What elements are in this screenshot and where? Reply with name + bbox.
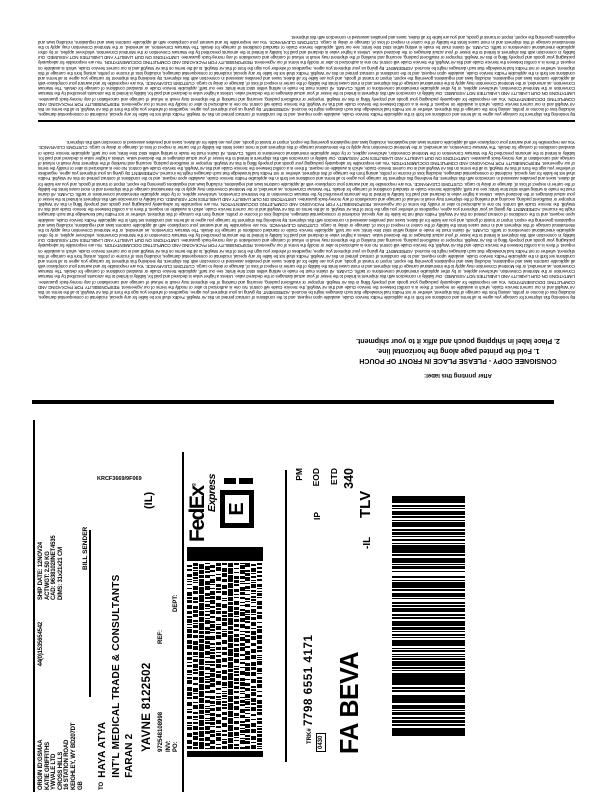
sender-country: GB	[77, 781, 84, 790]
terms-section-divider	[38, 120, 575, 122]
express-wordmark: Express	[206, 473, 218, 512]
fedex-wordmark: FedEx	[186, 486, 209, 542]
recipient-city-postcode: YAVNE 8122502	[141, 662, 153, 752]
header-separator-line	[89, 530, 91, 697]
shipment-info-block	[38, 535, 64, 600]
sender-address-block	[38, 608, 84, 790]
horizontal-fold-line	[32, 400, 554, 404]
sender-company: YWVALE LTD	[51, 753, 58, 790]
origin-phone: 44(0)1535654542	[38, 622, 44, 667]
sort-code: FA BEVA	[334, 651, 364, 754]
dimensions: DIMS: 31x21x21 CM	[57, 547, 64, 600]
terms-section-2: By tendering this shipment for carriage you agree to all terms and conditions set forth in the applicable FedEx Service Guide, available upon request, and to the conditions of contract printed on this Air Waybill. FedEx shall not be liable for any special, incidental or consequential damages, including loss of income or profits, arising from the carriage of this shipment, whether or not FedEx had knowledge that such damages might be incurred. AGREEMENT. By giving us your shipment you agree, regardless of whether you sign the front of this Air Waybill, to all the terms on this Air Waybill and in our current Service Guide, which is available on request. If there is a conflict between the Service Guide and this Air Waybill, the Service Guide will control. No one is authorized to alter or modify the terms of our Agreement. RESPONSIBILITY FOR PACKAGING AND COMPLETING DOCUMENTATION. You are responsible for adequately packaging your goods and properly filling in this Air Waybill. Improper or insufficient packing, securing and marking of the shipment may result in refusal of carriage and cancellation of any money-back guarantee. LIMITATIONS ON OUR LIABILITY AND LIABILITIES NOT ASSUMED. Our liability in connection with this shipment is limited to the lesser of your actual damages or the declared value. Unless a higher value is declared and paid for, liability is limited to the amounts prescribed by the Warsaw Convention or the Montreal Convention, whichever applies, or by other applicable international conventions or tariffs. CLAIMS. All claims must be made in writing within strict time limits; see our tariff, applicable Service Guide or standard conditions of carriage for details. The Warsaw Convention, as amended, or the Montreal Convention may apply to the international carriage of this shipment and in most cases limits the liability of the carrier in respect of loss of, damage or delay to cargo. CUSTOMS CLEARANCE. You are responsible for and warrant your compliance with all applicable customs laws and regulations, including laws and regulations governing the export, import or transit of goods, and you are liable for all duties, taxes and penalties assessed in connection with this shipment. By tendering this shipment for carriage you agree to all terms and conditions set forth in the applicable FedEx Service Guide, available upon request, and to the conditions of contract printed on this Air Waybill. FedEx shall not be liable for any special, incidental or consequential damages, including loss of income or profits, arising from the carriage of this shipment, whether or not FedEx had knowledge that such damages might be incurred. AGREEMENT. By giving us your shipment you agree, regardless of whether you sign the front of this Air Waybill, to all the terms on this Air Waybill and in our current Service Guide, which is available on request. If there is a conflict between the Service Guide and this Air Waybill, the Service Guide will control. No one is authorized to alter or modify the terms of our Agreement. RESPONSIBILITY FOR PACKAGING AND COMPLETING DOCUMENTATION. You are responsible for adequately packaging your goods and properly filling in this Air Waybill. Improper or insufficient packing, securing and marking of the shipment may result in refusal of carriage and cancellation of any money-back guarantee. LIMITATIONS ON OUR LIABILITY AND LIABILITIES NOT ASSUMED. Our liability in connection with this shipment is limited to the lesser of your actual damages or the declared value. Unless a higher value is declared and paid for, liability is limited to the amounts prescribed by the Warsaw Convention or the Montreal Convention, whichever applies, or by other applicable international conventions or tariffs. CLAIMS. All claims must be made in writing within strict time limits; see our tariff, applicable Service Guide or standard conditions of carriage for details. The Warsaw Convention, as amended, or the Montreal Convention may apply to the international carriage of this shipment and in most cases limits the liability of the carrier in respect of loss of, damage or delay to cargo. CUSTOMS CLEARANCE. You are responsible for and warrant your compliance with all applicable customs laws and regulations, including laws and regulations governing the export, import or transit of goods, and you are liable for all duties, taxes and penalties assessed in connection with this shipment.	[38, 34, 575, 117]
route-code: 340	[342, 468, 356, 489]
tracking-1d-barcode	[392, 494, 465, 736]
terms-section-1: By tendering this shipment for carriage you agree to all terms and conditions set forth in the applicable FedEx Service Guide, available upon request, and to the conditions of contract printed on this Air Waybill. FedEx shall not be liable for any special, incidental or consequential damages, including loss of income or profits, arising from the carriage of this shipment, whether or not FedEx had knowledge that such damages might be incurred. AGREEMENT. By giving us your shipment you agree, regardless of whether you sign the front of this Air Waybill, to all the terms on this Air Waybill and in our current Service Guide, which is available on request. If there is a conflict between the Service Guide and this Air Waybill, the Service Guide will control. No one is authorized to alter or modify the terms of our Agreement. RESPONSIBILITY FOR PACKAGING AND COMPLETING DOCUMENTATION. You are responsible for adequately packaging your goods and properly filling in this Air Waybill. Improper or insufficient packing, securing and marking of the shipment may result in refusal of carriage and cancellation of any money-back guarantee. LIMITATIONS ON OUR LIABILITY AND LIABILITIES NOT ASSUMED. Our liability in connection with this shipment is limited to the lesser of your actual damages or the declared value. Unless a higher value is declared and paid for, liability is limited to the amounts prescribed by the Warsaw Convention or the Montreal Convention, whichever applies, or by other applicable international conventions or tariffs. CLAIMS. All claims must be made in writing within strict time limits; see our tariff, applicable Service Guide or standard conditions of carriage for details. The Warsaw Convention, as amended, or the Montreal Convention may apply to the international carriage of this shipment and in most cases limits the liability of the carrier in respect of loss of, damage or delay to cargo. CUSTOMS CLEARANCE. You are responsible for and warrant your compliance with all applicable customs laws and regulations, including laws and regulations governing the export, import or transit of goods, and you are liable for all duties, taxes and penalties assessed in connection with this shipment. By tendering this shipment for carriage you agree to all terms and conditions set forth in the applicable FedEx Service Guide, available upon request, and to the conditions of contract printed on this Air Waybill. FedEx shall not be liable for any special, incidental or consequential damages, including loss of income or profits, arising from the carriage of this shipment, whether or not FedEx had knowledge that such damages might be incurred. AGREEMENT. By giving us your shipment you agree, regardless of whether you sign the front of this Air Waybill, to all the terms on this Air Waybill and in our current Service Guide, which is available on request. If there is a conflict between the Service Guide and this Air Waybill, the Service Guide will control. No one is authorized to alter or modify the terms of our Agreement. RESPONSIBILITY FOR PACKAGING AND COMPLETING DOCUMENTATION. You are responsible for adequately packaging your goods and properly filling in this Air Waybill. Improper or insufficient packing, securing and marking of the shipment may result in refusal of carriage and cancellation of any money-back guarantee. LIMITATIONS ON OUR LIABILITY AND LIABILITIES NOT ASSUMED. Our liability in connection with this shipment is limited to the lesser of your actual damages or the declared value. Unless a higher value is declared and paid for, liability is limited to the amounts prescribed by the Warsaw Convention or the Montreal Convention, whichever applies, or by other applicable international conventions or tariffs. CLAIMS. All claims must be made in writing within strict time limits; see our tariff, applicable Service Guide or standard conditions of carriage for details. The Warsaw Convention, as amended, or the Montreal Convention may apply to the international carriage of this shipment and in most cases limits the liability of the carrier in respect of loss of, damage or delay to cargo. CUSTOMS CLEARANCE. You are responsible for and warrant your compliance with all applicable customs laws and regulations, including laws and regulations governing the export, import or transit of goods, and you are liable for all duties, taxes and penalties assessed in connection with this shipment. By tendering this shipment for carriage you agree to all terms and conditions set forth in the applicable FedEx Service Guide, available upon request, and to the conditions of contract printed on this Air Waybill. FedEx shall not be liable for any special, incidental or consequential damages, including loss of income or profits, arising from the carriage of this shipment, whether or not FedEx had knowledge that such damages might be incurred. AGREEMENT. By giving us your shipment you agree, regardless of whether you sign the front of this Air Waybill, to all the terms on this Air Waybill and in our current Service Guide, which is available on request. If there is a conflict between the Service Guide and this Air Waybill, the Service Guide will control. No one is authorized to alter or modify the terms of our Agreement. RESPONSIBILITY FOR PACKAGING AND COMPLETING DOCUMENTATION. You are responsible for adequately packaging your goods and properly filling in this Air Waybill. Improper or insufficient packing, securing and marking of the shipment may result in refusal of carriage and cancellation of any money-back guarantee. LIMITATIONS ON OUR LIABILITY AND LIABILITIES NOT ASSUMED. Our liability in connection with this shipment is limited to the lesser of your actual damages or the declared value. Unless a higher value is declared and paid for, liability is limited to the amounts prescribed by the Warsaw Convention or the Montreal Convention, whichever applies, or by other applicable international conventions or tariffs. CLAIMS. All claims must be made in writing within strict time limits; see our tariff, applicable Service Guide or standard conditions of carriage for details. The Warsaw Convention, as amended, or the Montreal Convention may apply to the international carriage of this shipment and in most cases limits the liability of the carrier in respect of loss of, damage or delay to cargo. CUSTOMS CLEARANCE. You are responsible for and warrant your compliance with all applicable customs laws and regulations, including laws and regulations governing the export, import or transit of goods, and you are liable for all duties, taxes and penalties assessed in connection with this shipment. By tendering this shipment for carriage you agree to all terms and conditions set forth in the applicable FedEx Service Guide, available upon request, and to the conditions of contract printed on this Air Waybill. FedEx shall not be liable for any special, incidental or consequential damages, including loss of income or profits, arising from the carriage of this shipment, whether or not FedEx had knowledge that such damages might be incurred. AGREEMENT. By giving us your shipment you agree, regardless of whether you sign the front of this Air Waybill, to all the terms on this Air Waybill and in our current Service Guide, which is available on request. If there is a conflict between the Service Guide and this Air Waybill, the Service Guide will control. No one is authorized to alter or modify the terms of our Agreement. RESPONSIBILITY FOR PACKAGING AND COMPLETING DOCUMENTATION. You are responsible for adequately packaging your goods and properly filling in this Air Waybill. Improper or insufficient packing, securing and marking of the shipment may result in refusal of carriage and cancellation of any money-back guarantee. LIMITATIONS ON OUR LIABILITY AND LIABILITIES NOT ASSUMED. Our liability in connection with this shipment is limited to the lesser of your actual damages or the declared value. Unless a higher value is declared and paid for, liability is limited to the amounts prescribed by the Warsaw Convention or the Montreal Convention, whichever applies, or by other applicable international conventions or tariffs. CLAIMS. All claims must be made in writing within strict time limits; see our tariff, applicable Service Guide or standard conditions of carriage for details. The Warsaw Convention, as amended, or the Montreal Convention may apply to the international carriage of this shipment and in most cases limits the liability of the carrier in respect of loss of, damage or delay to cargo. CUSTOMS CLEARANCE. You are responsible for and warrant your compliance with all applicable customs laws and regulations, including laws and regulations governing the export, import or transit of goods, and you are liable for all duties, taxes and penalties assessed in connection with this shipment.	[38, 140, 575, 300]
registered-trademark-icon: ®	[192, 482, 198, 487]
form-id-box: 0430	[316, 733, 326, 752]
recipient-name: HAYA ATYA	[97, 721, 108, 778]
instruction-step-1: 1. Fold the printed page along the horizontal line.	[376, 347, 540, 354]
instruction-step-2: 2. Place label in shipping pouch and affix it to your shipment.	[356, 337, 560, 344]
etd-indicator: ETD	[329, 468, 339, 485]
edge-mark-bar-2	[239, 478, 253, 484]
to-label: TO	[99, 781, 105, 790]
recipient-company: INT'L MEDICAL TRADE & CONSULTANTS	[110, 574, 122, 778]
actual-weight: ACTWGT: 2.50 KG	[44, 551, 51, 600]
service-letter: E	[226, 502, 248, 516]
tracking-section-separator-line	[285, 470, 287, 762]
cad-code: CAD: 9638102/INET4535	[51, 535, 58, 600]
edge-mark-bar-1	[224, 478, 236, 484]
address-section-separator-line	[182, 452, 184, 792]
ship-date: SHIP DATE: 12NOV24	[38, 542, 44, 600]
shipping-label-rotated-container	[33, 420, 463, 792]
dept-field-label: DEPT:	[173, 594, 179, 612]
label-form-code-vertical: KRCF3669/9F069	[97, 476, 142, 482]
recipient-country-code: (IL)	[143, 491, 155, 509]
bill-sender-label: BILL SENDER	[82, 526, 89, 570]
delivery-commitment-time: PM	[294, 468, 304, 481]
instructions-heading: After printing this label:	[424, 372, 492, 378]
fedex-shipping-label	[33, 420, 465, 792]
sender-locality: CROSS HILLS	[57, 751, 64, 790]
sender-street: 16 STATION ROAD	[64, 739, 71, 790]
fedex-express-logo	[185, 462, 218, 542]
sender-name: KATIE GRIFFITHS	[44, 742, 51, 790]
recipient-address-block	[96, 575, 137, 790]
service-suffix: EOD	[311, 468, 321, 487]
tracking-number-label: TRK#	[307, 728, 313, 744]
destination-state: -IL	[362, 536, 373, 549]
destination-airport-code: TLV	[357, 490, 374, 518]
origin-id: ORIGIN ID:GSMAA	[38, 739, 44, 790]
tracking-number: 7798 6551 4171	[303, 634, 315, 726]
recipient-phone: 972548108998	[158, 711, 164, 752]
pdf417-2d-barcode	[187, 547, 263, 757]
service-letter-box	[220, 490, 254, 528]
po-field-label: PO:	[173, 741, 179, 752]
consignee-copy-note: CONSIGNEE COPY - PLEASE PLACE IN FRONT OF POUCH	[359, 357, 557, 364]
ref-field-label: REF:	[158, 630, 164, 644]
recipient-street: FARAN 2	[124, 733, 135, 778]
service-code: IP	[312, 511, 322, 520]
terms-and-conditions-fine-print	[38, 24, 575, 300]
folding-instructions	[340, 326, 576, 380]
inv-field-label: INV:	[166, 740, 172, 752]
sender-city-postcode: KEIGHLEY, WY BD207DT	[70, 722, 77, 790]
